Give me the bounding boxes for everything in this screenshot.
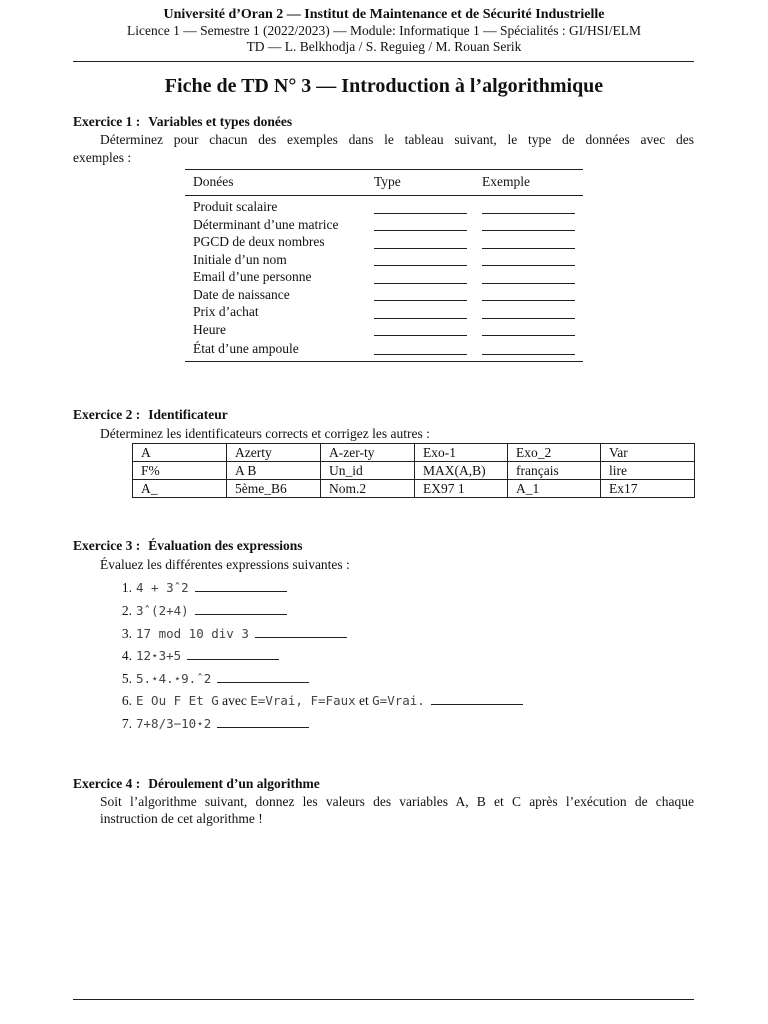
type-blank[interactable]	[374, 213, 467, 214]
table-row: Email d’une personne	[193, 269, 312, 284]
col-header-donees: Donées	[193, 174, 234, 189]
page-title: Fiche de TD N° 3 — Introduction à l’algorithmique	[164, 75, 604, 97]
exercise-1-title: Variables et types donées	[148, 114, 293, 129]
exercise-1-instruction-line1: Déterminez pour chacun des exemples dans le tableau suivant, le type de données avec des	[100, 132, 694, 147]
example-blank[interactable]	[482, 248, 575, 249]
table-cell: lire	[601, 462, 695, 480]
answer-blank[interactable]	[195, 579, 287, 592]
answer-blank[interactable]	[255, 625, 347, 638]
table-row: PGCD de deux nombres	[193, 234, 325, 249]
type-blank[interactable]	[374, 283, 467, 284]
table-row: Initiale d’un nom	[193, 252, 287, 267]
table-cell: français	[508, 462, 601, 480]
type-blank[interactable]	[374, 248, 467, 249]
item-number: 3.	[121, 626, 132, 641]
col-header-type: Type	[374, 174, 401, 189]
university-name: Université d’Oran 2 — Institut de Maintenance et de Sécurité Industrielle	[163, 7, 605, 22]
staff-info: TD — L. Belkhodja / S. Reguieg / M. Rouan Serik	[246, 39, 522, 54]
table-row	[133, 444, 695, 462]
expression: 12⋆3+5	[136, 648, 182, 663]
exercise-4-instruction-line2: instruction de cet algorithme !	[100, 811, 263, 826]
example-blank[interactable]	[482, 265, 575, 266]
item-number: 2.	[121, 603, 132, 618]
exercise-4-instruction-line1: Soit l’algorithme suivant, donnez les valeurs des variables A, B et C après l’exécution de chaque	[100, 794, 694, 809]
answer-blank[interactable]	[217, 715, 309, 728]
table-cell: A_1	[508, 480, 601, 498]
identifiers-table	[132, 443, 695, 498]
list-item	[110, 647, 279, 665]
table-cell: EX97 1	[415, 480, 508, 498]
exercise-2-heading	[73, 407, 228, 423]
list-item	[110, 692, 523, 710]
answer-blank[interactable]	[187, 647, 279, 660]
exercise-4-heading	[73, 776, 320, 792]
table-cell: Exo_2	[508, 444, 601, 462]
exercise-3-title: Évaluation des expressions	[148, 538, 303, 553]
type-blank[interactable]	[374, 354, 467, 355]
exercise-3-instruction: Évaluez les différentes expressions suivantes :	[100, 557, 350, 572]
table-row: Déterminant d’une matrice	[193, 217, 339, 232]
page-header	[0, 7, 768, 55]
item-number: 5.	[121, 671, 132, 686]
table-cell: Ex17	[601, 480, 695, 498]
expression: 17 mod 10 div 3	[136, 626, 249, 641]
list-item	[110, 670, 309, 688]
type-blank[interactable]	[374, 300, 467, 301]
table-cell: A-zer-ty	[321, 444, 415, 462]
exercise-3-heading	[73, 538, 303, 554]
avec-word: avec	[222, 693, 247, 708]
expression: 5.⋆4.⋆9.ˆ2	[136, 671, 212, 686]
table-bottom-rule	[185, 361, 583, 362]
table-cell: F%	[133, 462, 227, 480]
table-row: Prix d’achat	[193, 304, 259, 319]
type-blank[interactable]	[374, 230, 467, 231]
header-divider	[73, 61, 694, 62]
answer-blank[interactable]	[195, 602, 287, 615]
table-cell: 5ème_B6	[227, 480, 321, 498]
exercise-3-number: Exercice 3 :	[73, 538, 141, 553]
expression: 4 + 3ˆ2	[136, 580, 189, 595]
expression: E Ou F Et G	[136, 693, 219, 708]
et-word: et	[359, 693, 369, 708]
example-blank[interactable]	[482, 300, 575, 301]
exercise-1-heading	[73, 114, 292, 130]
table-cell: A_	[133, 480, 227, 498]
example-blank[interactable]	[482, 283, 575, 284]
col-header-exemple: Exemple	[482, 174, 530, 189]
course-info: Licence 1 — Semestre 1 (2022/2023) — Module: Informatique 1 — Spécialités : GI/HSI/ELM	[126, 23, 641, 38]
table-row	[133, 480, 695, 498]
table-cell: Var	[601, 444, 695, 462]
answer-blank[interactable]	[217, 670, 309, 683]
list-item	[110, 715, 309, 733]
exercise-2-number: Exercice 2 :	[73, 407, 141, 422]
table-row: Date de naissance	[193, 287, 290, 302]
expression: 3ˆ(2+4)	[136, 603, 189, 618]
table-cell: Exo-1	[415, 444, 508, 462]
table-row: État d’une ampoule	[193, 341, 299, 356]
footer-divider	[73, 999, 694, 1000]
example-blank[interactable]	[482, 354, 575, 355]
table-row: Heure	[193, 322, 226, 337]
table-cell: Un_id	[321, 462, 415, 480]
example-blank[interactable]	[482, 335, 575, 336]
expression-values: E=Vrai, F=Faux	[250, 693, 356, 708]
item-number: 4.	[121, 648, 132, 663]
example-blank[interactable]	[482, 318, 575, 319]
table-mid-rule	[185, 195, 583, 196]
table-cell: A B	[227, 462, 321, 480]
expression: 7+8/3−10⋆2	[136, 716, 212, 731]
table-row	[133, 462, 695, 480]
table-cell: Nom.2	[321, 480, 415, 498]
list-item	[110, 579, 287, 597]
item-number: 1.	[121, 580, 132, 595]
table-cell: MAX(A,B)	[415, 462, 508, 480]
table-cell: Azerty	[227, 444, 321, 462]
exercise-1-instruction-line2: exemples :	[73, 150, 132, 165]
list-item	[110, 625, 347, 643]
exercise-2-instruction: Déterminez les identificateurs corrects et corrigez les autres :	[100, 426, 430, 441]
expression-value-g: G=Vrai.	[372, 693, 425, 708]
exercise-2-title: Identificateur	[148, 407, 228, 422]
type-blank[interactable]	[374, 335, 467, 336]
exercise-4-title: Déroulement d’un algorithme	[148, 776, 320, 791]
table-cell: A	[133, 444, 227, 462]
example-blank[interactable]	[482, 230, 575, 231]
type-blank[interactable]	[374, 318, 467, 319]
exercise-1-number: Exercice 1 :	[73, 114, 141, 129]
list-item	[110, 602, 287, 620]
type-blank[interactable]	[374, 265, 467, 266]
example-blank[interactable]	[482, 213, 575, 214]
item-number: 7.	[121, 716, 132, 731]
table-row: Produit scalaire	[193, 199, 278, 214]
table-top-rule	[185, 169, 583, 170]
exercise-4-number: Exercice 4 :	[73, 776, 141, 791]
answer-blank[interactable]	[431, 692, 523, 705]
item-number: 6.	[121, 693, 132, 708]
